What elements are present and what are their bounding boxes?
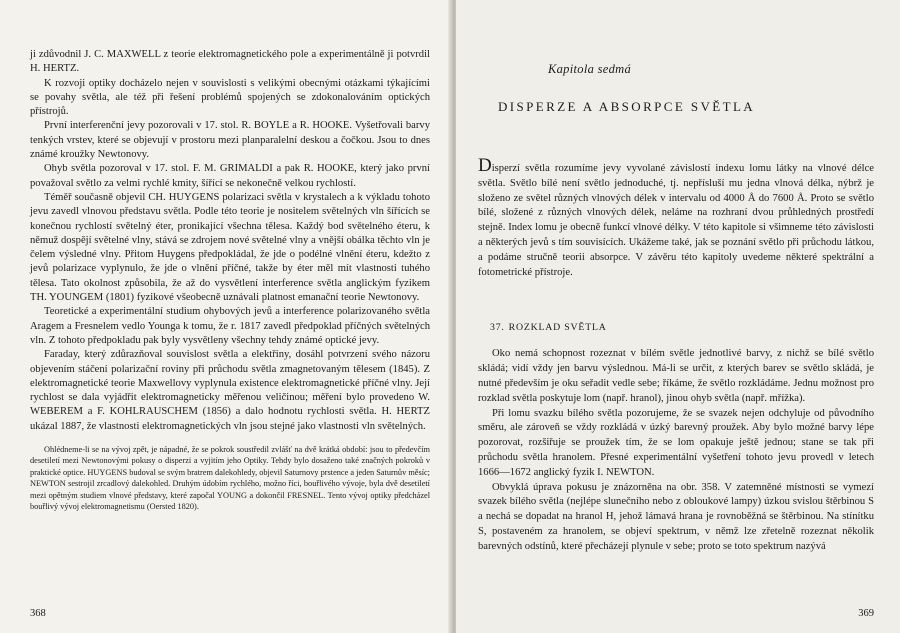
section-heading (490, 322, 874, 333)
paragraph: K rozvoji optiky docházelo nejen v souvislosti s velikými obecnými otázkami týkajícími se povahy světla, ale též při řešení problémů spojených se zdokonalováním optických přístrojů. (30, 77, 430, 118)
page-number: 369 (858, 608, 874, 619)
section-number: 37. (490, 322, 505, 334)
intro-text: isperzí světla rozumíme jevy vyvolané závislostí indexu lomu látky na vlnové délce světla. Světlo bílé není světlo jednoduché, tj. nepřísluší mu jedna vlnová délka, nýbrž je složeno ze světel různých vlnových délek v intervalu od 4000 Å do 7600 Å. Proto se světlo bílé, složené z různých vlnových délek, neláme na rozhraní dvou průhledných prostředí stejně. Index lomu je obecně funkcí vlnové délky. V této kapitole si všimneme této závislosti a některých jevů s tím souvisících. Ukážeme také, jak se poznání světlo při průchodu látkou, a podáme stručně teorii absorpce. V závěru této kapitoly uvedeme některé spektrální a fotometrické přístroje. (478, 163, 874, 278)
paragraph: ji zdůvodnil J. C. MAXWELL z teorie elektromagnetického pole a experimentálně ji potvrdil H. HERTZ. (30, 49, 430, 75)
paragraph: Obvyklá úprava pokusu je znázorněna na obr. 358. V zatemněné místnosti se vymezí svazek bílého světla (nejlépe slunečního nebo z obloukové lampy) úzkou svislou štěrbinou S a nechá se dopadat na hranol H, jehož lámavá hrana je rovnoběžná se štěrbinou. Na stínítku S, postaveném za hranolem, se objeví spektrum, v němž lze zřetelně rozeznat několik barevných odstínů, které přecházejí plynule v sebe; proto se toto spektrum nazývá (478, 481, 874, 552)
paragraph: Teoretické a experimentální studium ohybových jevů a interference polarizovaného světla Aragem a Fresnelem vedlo Younga k tomu, že r. 1817 zavedl předpoklad příčných světelných vln. Z tohoto předpokladu pak byly vysvětleny všechny tehdy známé optické jevy. (30, 306, 430, 346)
drop-cap: D (478, 155, 492, 176)
paragraph: První interferenční jevy pozorovali v 17. stol. R. BOYLE a R. HOOKE. Vyšetřovali barvy tenkých vrstev, které se objevují v prostoru mezi planparalelní deskou a čočkou. Jsou to dnes známé kroužky Newtonovy. (30, 120, 430, 161)
paragraph: Ohyb světla pozoroval v 17. stol. F. M. GRIMALDI a pak R. HOOKE, který jako první považoval světlo za velmi rychlé kmity, šířící se nekonečně velkou rychlostí. (30, 163, 430, 189)
paragraph: Při lomu svazku bílého světla pozorujeme, že se svazek nejen odchyluje od původního směru, ale zároveň se vždy rozkládá v úzký barevný proužek. Aby bylo možné barvy lépe pozorovat, rozšiřuje se proužek tím, že se lom opakuje ještě jednou; stane se tak při průchodu světla hranolem. Přesné experimentální vyšetření tohoto jevu provedl v letech 1666—1672 anglický fyzik I. NEWTON. (478, 407, 874, 478)
chapter-label: Kapitola sedmá (548, 62, 632, 76)
paragraph: Oko nemá schopnost rozeznat v bílém světle jednotlivé barvy, z nichž se bílé světlo skládá; vidí vždy jen barvu výslednou. Má-li se určit, z kterých barev se světlo skládá, je nutné především je oku seřadit vedle sebe; říkáme, že světlo rozkládáme. Jednu možnost pro rozklad světla poskytuje lom (např. hranol), jinou ohyb světla (např. mřížka). (478, 348, 874, 404)
chapter-title: DISPERZE A ABSORPCE SVĚTLA (498, 99, 756, 114)
paragraph: Faraday, který zdůrazňoval souvislost světla a elektřiny, dosáhl potvrzení svého názoru objevením stáčení polarizační roviny při průchodu světla zmagnetovaným tělesem (1845). Z elektromagnetické teorie Maxwellovy vyplynula existence elektromagnetické příčné vlny. Její rychlost se dala vyjádřit elektromagneticky měřenou veličinou; měření bylo provedeno W. WEBEREM a F. KOHLRAUSCHEM (1856) a dalo hodnotu rychlosti světla. H. HERTZ ukázal 1887, že vlastnosti elektromagnetických vln jsou stejné jako vlastnosti vln světelných. (30, 349, 430, 432)
right-page-body (478, 155, 874, 555)
footnote: Ohlédneme-li se na vývoj zpět, je nápadné, že se pokrok soustředil zvlášť na dvě krátká období: jsou to předevčím desetiletí mezi Newtonovými pokusy o disperzi a vyjitím jeho Optiky. Tehdy bylo dosaženo také značných pokroků v praktické optice. HUYGENS budoval se svým bratrem dalekohledy, objevil Saturnovy prstence a jeden Saturnův měsíc; NEWTON sestrojil zrcadlový dalekohled. Druhým údobím rychlého, možno říci, bouřlivého vývoje, byla dvě desetiletí mezi opětným studiem vlnové představy, které započal YOUNG a dokončil FRESNEL. Tento vývoj optiky předcházel bouřlivý vývoj elektromagnetismu (Oersted 1820). (30, 445, 430, 512)
right-page (456, 0, 900, 633)
page-number: 368 (30, 608, 46, 619)
intro-paragraph (478, 155, 874, 280)
section-title: ROZKLAD SVĚTLA (508, 322, 607, 334)
paragraph: Téměř současně objevil CH. HUYGENS polarizaci světla v krystalech a k výkladu tohoto jevu zavedl vlnovou představu světla. Podle této teorie je nositelem světelných vln šířících se konečnou rychlostí světelný éter, pronikající všechna tělesa. Každý bod světelného éteru, k němuž dospějí světelné vlny, stává se zdrojem nové světelné vlny a vnější obálka těchto vln je čelem výsledné vlny. Přitom Huygens předpokládal, že jde o podélné vlnění éteru, kdežto z jevů polarizace vyplynulo, že jde o vlnění příčné, takže by éter měl mít vlastnosti tuhého tělesa. Tato okolnost způsobila, že až do vysvětlení interference světla anglickým fyzikem TH. YOUNGEM (1801) fyzikové všeobecně uznávali platnost emanační teorie Newtonovy. (30, 191, 430, 304)
